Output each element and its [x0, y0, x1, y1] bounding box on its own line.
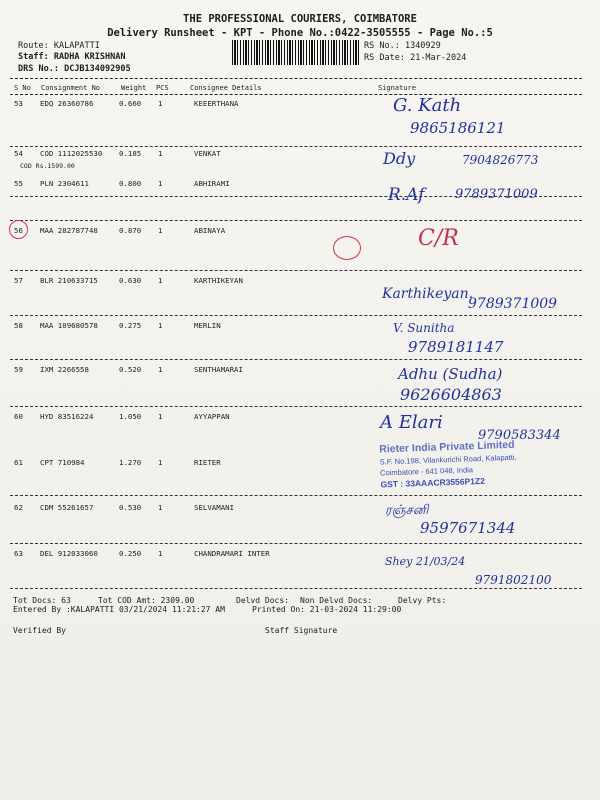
row-consignment: DEL 912033060 — [40, 549, 98, 558]
company-stamp — [379, 437, 581, 502]
row-pcs: 1 — [158, 549, 163, 558]
row-pcs: 1 — [158, 412, 163, 421]
row-pcs: 1 — [158, 149, 163, 158]
row-sno: 55 — [14, 179, 23, 188]
row-signature: G. Kath — [393, 95, 462, 116]
table-row — [0, 319, 600, 360]
row-sno: 61 — [14, 458, 23, 467]
row-consignment: EDQ 26360786 — [40, 99, 94, 108]
route-line: Route: KALAPATTI — [18, 41, 100, 51]
verified-by: Verified By — [13, 626, 66, 635]
row-signature: Ddy — [383, 149, 416, 168]
row-signature: V. Sunitha — [393, 321, 455, 335]
row-sno: 56 — [14, 226, 23, 235]
stamp-name: Rieter India Private Limited — [379, 438, 515, 456]
row-consignee: ABHIRAMI — [194, 179, 230, 188]
row-consignee: SELVAMANI — [194, 503, 235, 512]
header-rule-bottom — [10, 94, 582, 95]
row-sno: 54 — [14, 149, 23, 158]
row-signature: Shey 21/03/24 — [385, 555, 466, 568]
row-consignee: AYYAPPAN — [194, 412, 230, 421]
row-sno: 59 — [14, 365, 23, 374]
row-signature: R.Af — [388, 185, 425, 205]
row-sno: 60 — [14, 412, 23, 421]
row-consignment: CDM 55261657 — [40, 503, 94, 512]
row-consignment: CPT 710984 — [40, 458, 85, 467]
row-consignment: MAA 282787748 — [40, 226, 98, 235]
printed-on: Printed On: 21-03-2024 11:29:00 — [252, 605, 402, 614]
row-consignee: CHANDRAMARI INTER — [194, 549, 270, 558]
table-row — [0, 274, 600, 316]
row-signature-phone: 9626604863 — [400, 385, 502, 404]
delivered-docs: Delvd Docs: — [236, 596, 289, 605]
row-weight: 0.275 — [119, 321, 142, 330]
row-weight: 0.800 — [119, 179, 142, 188]
row-signature-phone: 9790583344 — [478, 428, 561, 443]
row-pcs: 1 — [158, 458, 163, 467]
route-value: KALAPATTI — [53, 41, 100, 51]
non-delivered-docs: Non Delvd Docs: — [300, 596, 373, 605]
row-divider — [10, 270, 582, 271]
stamp-gst: GST : 33AAACR3556P1Z2 — [380, 475, 485, 490]
rs-date-line: RS Date: 21-Mar-2024 — [364, 53, 467, 63]
company-title: THE PROFESSIONAL COURIERS, COIMBATORE — [183, 13, 417, 25]
row-divider — [10, 406, 582, 407]
row-weight: 0.660 — [119, 99, 142, 108]
row-sno: 57 — [14, 276, 23, 285]
col-signature: Signature — [378, 84, 416, 92]
delivery-points: Delvy Pts: — [398, 596, 447, 605]
row-pcs: 1 — [158, 179, 163, 188]
row-weight: 0.185 — [119, 149, 142, 158]
row-consignee: KARTHIKEYAN — [194, 276, 243, 285]
row-signature-phone: 9789181147 — [408, 338, 504, 356]
table-row — [0, 501, 600, 544]
row-signature: ரஞ்சனி — [385, 503, 429, 518]
row-pcs: 1 — [158, 503, 163, 512]
barcode — [232, 40, 360, 65]
table-row — [0, 177, 600, 221]
entered-by: Entered By :KALAPATTI 03/21/2024 11:21:27 AM — [13, 605, 225, 614]
row-signature-phone: 9789371009 — [455, 187, 538, 202]
stamp-address-2: Coimbatore - 641 048, India — [379, 465, 474, 478]
row-divider — [10, 359, 582, 360]
drs-line: DRS No.: DCJB134092905 — [18, 64, 131, 74]
row-weight: 1.050 — [119, 412, 142, 421]
row-weight: 0.530 — [119, 503, 142, 512]
rs-no-value: 1340929 — [404, 41, 441, 51]
staff-value: RADHA KRISHNAN — [53, 52, 126, 62]
header-rule-top — [10, 78, 582, 79]
row-consignee: KEEERTHANA — [194, 99, 239, 108]
row-signature-phone: 7904826773 — [462, 153, 539, 167]
row-weight: 1.270 — [119, 458, 142, 467]
rs-no-line: RS No.: 1340929 — [364, 41, 441, 51]
row-pcs: 1 — [158, 226, 163, 235]
stamp-address-1: S.F. No.198, Vilankurichi Road, Kalapatti, — [379, 452, 517, 467]
row-consignment: BLR 210633715 — [40, 276, 98, 285]
row-divider — [10, 588, 582, 589]
col-sno: S No — [14, 84, 31, 92]
row-consignee: RIETER — [194, 458, 221, 467]
row-pcs: 1 — [158, 99, 163, 108]
col-weight: Weight — [121, 84, 147, 92]
table-row — [0, 97, 600, 147]
staff-line: Staff: RADHA KRISHNAN — [18, 52, 126, 62]
row-consignment: IXM 2266558 — [40, 365, 89, 374]
row-divider — [10, 315, 582, 316]
row-weight: 0.250 — [119, 549, 142, 558]
row-consignee: VENKAT — [194, 149, 221, 158]
row-signature: Karthikeyan. — [382, 286, 474, 302]
row-signature-phone: 9791802100 — [475, 573, 552, 587]
row-consignment: PLN 2304611 — [40, 179, 89, 188]
row-pcs: 1 — [158, 365, 163, 374]
table-row — [0, 363, 600, 407]
rs-date-value: 21-Mar-2024 — [410, 53, 467, 63]
row-sno: 63 — [14, 549, 23, 558]
row-consignment: COD 1112025530 — [40, 149, 103, 158]
row-pcs: 1 — [158, 276, 163, 285]
row-weight: 0.520 — [119, 365, 142, 374]
row-signature-phone: 9597671344 — [420, 519, 516, 537]
row-signature-phone: 9789371009 — [468, 296, 558, 312]
table-row — [0, 224, 600, 271]
row-signature: C/R — [418, 226, 459, 251]
drs-value: DCJB134092905 — [64, 64, 131, 74]
table-row — [0, 547, 600, 589]
row-consignee: ABINAYA — [194, 226, 226, 235]
red-circle-mark — [333, 236, 361, 260]
row-divider — [10, 543, 582, 544]
row-sno: 58 — [14, 321, 23, 330]
row-weight: 0.870 — [119, 226, 142, 235]
row-consignment: MAA 109680578 — [40, 321, 98, 330]
row-signature-phone: 9865186121 — [410, 119, 506, 137]
total-docs: Tot Docs: 63 — [13, 596, 71, 605]
row-consignment: HYD 83516224 — [40, 412, 94, 421]
col-consignee: Consignee Details — [190, 84, 262, 92]
col-pcs: PCS — [156, 84, 169, 92]
total-cod-amount: Tot COD Amt: 2309.00 — [98, 596, 195, 605]
row-divider — [10, 220, 582, 221]
row-consignee: SENTHAMARAI — [194, 365, 243, 374]
col-consignment: Consignment No — [41, 84, 101, 92]
row-sno: 53 — [14, 99, 23, 108]
row-signature: Adhu (Sudha) — [398, 365, 503, 383]
row-pcs: 1 — [158, 321, 163, 330]
staff-signature: Staff Signature — [265, 626, 338, 635]
row-signature: A Elari — [380, 412, 443, 433]
row-weight: 0.630 — [119, 276, 142, 285]
row-sno: 62 — [14, 503, 23, 512]
runsheet-subtitle: Delivery Runsheet - KPT - Phone No.:0422-3505555 - Page No.:5 — [107, 27, 493, 39]
row-cod-amount: COD Rs.1599.00 — [20, 162, 75, 170]
row-consignee: MERLIN — [194, 321, 221, 330]
